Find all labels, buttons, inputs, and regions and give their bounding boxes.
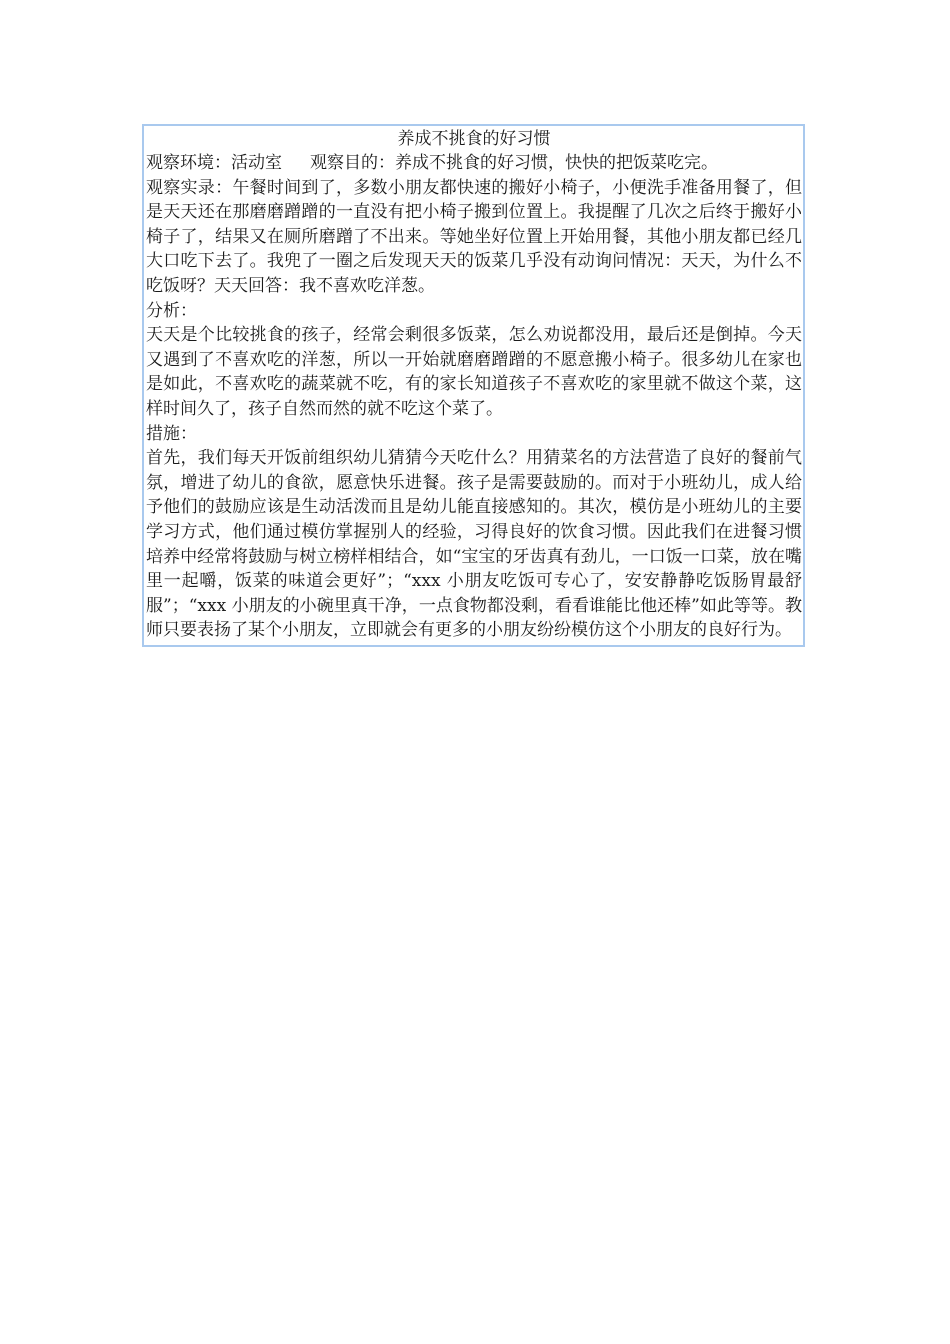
observation-purpose: 观察目的：养成不挑食的好习惯，快快的把饭菜吃完。 <box>310 153 718 173</box>
document-title: 养成不挑食的好习惯 <box>397 129 551 149</box>
analysis-paragraph: 天天是个比较挑食的孩子，经常会剩很多饭菜，怎么劝说都没用，最后还是倒掉。今天又遇到了不喜欢吃的洋葱，所以一开始就磨磨蹭蹭的不愿意搬小椅子。很多幼儿在家也是如此，不喜欢吃的蔬菜就不吃，有的家长知道孩子不喜欢吃的家里就不做这个菜，这样时间久了，孩子自然而然的就不吃这个菜了。 <box>146 325 802 419</box>
analysis-heading: 分析： <box>146 300 197 321</box>
observation-environment: 观察环境：活动室 <box>146 153 282 173</box>
measures-paragraph: 首先，我们每天开饭前组织幼儿猜猜今天吃什么？用猜菜名的方法营造了良好的餐前气氛，增进了幼儿的食欲，愿意快乐进餐。孩子是需要鼓励的。而对于小班幼儿，成人给予他们的鼓励应该是生动活泼而且是幼儿能直接感知的。其次，模仿是小班幼儿的主要学习方式，他们通过模仿掌握别人的经验，习得良好的饮食习惯。因此我们在进餐习惯培养中经常将鼓励与树立榜样相结合，如“宝宝的牙齿真有劲儿，一口饭一口菜，放在嘴里一起嚼，饭菜的味道会更好”；“xxx 小朋友吃饭可专心了，安安静静吃饭肠胃最舒服”；“xxx 小朋友的小碗里真干净，一点食物都没剩，看看谁能比他还棒”如此等等。教师只要表扬了某个小朋友，立即就会有更多的小朋友纷纷模仿这个小朋友的良好行为。 <box>146 448 802 641</box>
observation-record-box <box>142 124 805 647</box>
observation-record: 观察实录：午餐时间到了，多数小朋友都快速的搬好小椅子，小便洗手准备用餐了，但是天天还在那磨磨蹭蹭的一直没有把小椅子搬到位置上。我提醒了几次之后终于搬好小椅子了，结果又在厕所磨蹭了不出来。等她坐好位置上开始用餐，其他小朋友都已经几大口吃下去了。我兜了一圈之后发现天天的饭菜几乎没有动询问情况：天天，为什么不吃饭呀？天天回答：我不喜欢吃洋葱。 <box>146 177 802 296</box>
environment-purpose-row <box>146 151 802 176</box>
measures-heading: 措施： <box>146 423 197 444</box>
